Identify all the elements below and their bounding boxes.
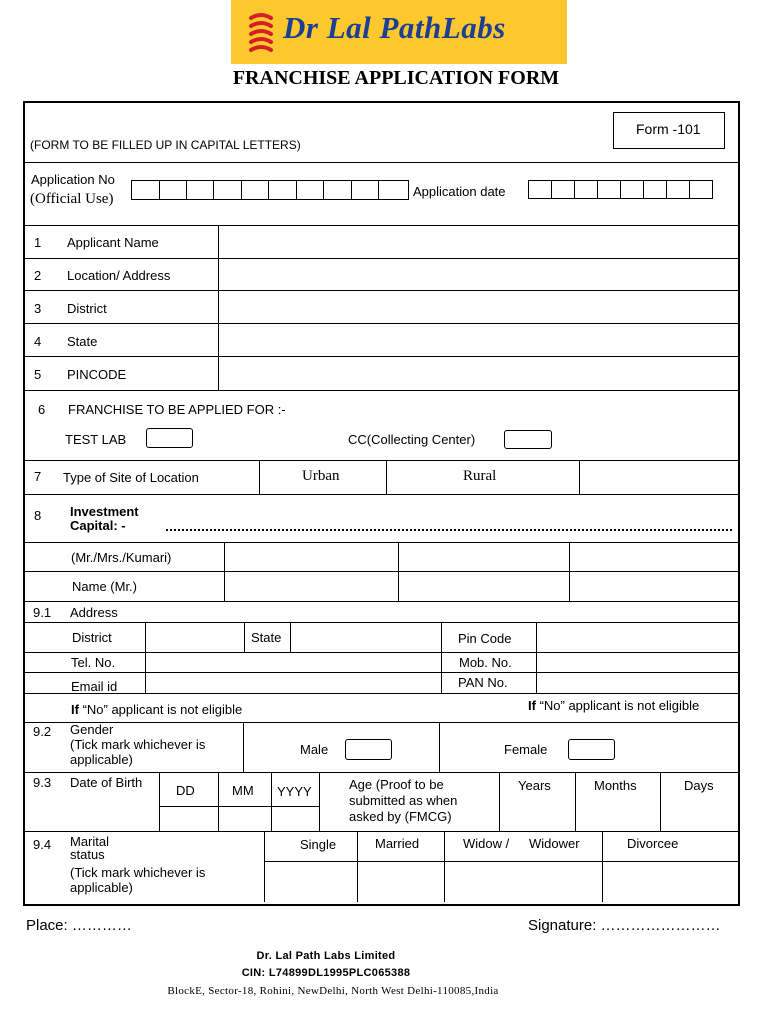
footer-company: Dr. Lal Path Labs Limited — [256, 950, 396, 962]
cc-checkbox[interactable] — [504, 430, 552, 449]
field-4-num: 4 — [34, 334, 42, 349]
field-9-4-num: 9.4 — [33, 837, 52, 852]
form-title: FRANCHISE APPLICATION FORM — [232, 67, 560, 89]
helix-logo-icon — [247, 12, 275, 54]
instruction-text: (FORM TO BE FILLED UP IN CAPITAL LETTERS) — [30, 138, 301, 152]
dob-yyyy-label: YYYY — [277, 784, 312, 799]
field-7-num: 7 — [34, 469, 42, 484]
divorcee-field[interactable] — [604, 863, 734, 900]
logo-text: Dr Lal PathLabs — [283, 10, 506, 45]
dob-label: Date of Birth — [70, 775, 143, 790]
franchise-heading: FRANCHISE TO BE APPLIED FOR :- — [68, 402, 286, 417]
marital-status-label: Marital status — [70, 834, 110, 862]
form-code: Form -101 — [636, 121, 701, 137]
tel-no-field[interactable] — [147, 654, 440, 671]
eligibility-note-left: If “No” applicant is not eligible — [71, 702, 243, 717]
pin-code-label: Pin Code — [458, 631, 512, 646]
female-label: Female — [504, 742, 548, 757]
field-2-num: 2 — [34, 268, 42, 283]
field-6-num: 6 — [38, 402, 46, 417]
name-mr-label: Name (Mr.) — [72, 579, 137, 594]
field-5-num: 5 — [34, 367, 42, 382]
official-use-label: (Official Use) — [30, 191, 114, 207]
pin-code-field[interactable] — [538, 624, 734, 651]
email-field[interactable] — [147, 674, 440, 692]
site-type-label: Type of Site of Location — [63, 470, 199, 485]
years-label: Years — [518, 778, 551, 793]
dob-yyyy-field[interactable] — [273, 808, 318, 830]
days-field[interactable] — [662, 798, 734, 830]
test-lab-label: TEST LAB — [65, 432, 127, 447]
field-9-3-num: 9.3 — [33, 775, 52, 790]
district-field[interactable] — [220, 292, 736, 322]
widow-label: Widow / — [463, 836, 510, 851]
pan-no-label: PAN No. — [458, 675, 508, 690]
address-district-field[interactable] — [147, 624, 243, 651]
male-label: Male — [300, 742, 329, 757]
divorcee-label: Divorcee — [627, 836, 679, 851]
single-field[interactable] — [266, 863, 356, 900]
mob-no-field[interactable] — [538, 654, 734, 671]
field-3-num: 3 — [34, 301, 42, 316]
state-label: State — [67, 334, 98, 349]
mr-mrs-kumari-label: (Mr./Mrs./Kumari) — [71, 550, 172, 565]
address-label: Address — [70, 605, 118, 620]
address-state-label: State — [251, 630, 282, 645]
cc-label: CC(Collecting Center) — [348, 432, 476, 447]
location-address-label: Location/ Address — [67, 268, 171, 283]
eligibility-note-right: If “No” applicant is not eligible — [528, 698, 700, 713]
state-field[interactable] — [220, 325, 736, 355]
place-field[interactable]: Place: ………… — [26, 917, 132, 934]
test-lab-checkbox[interactable] — [146, 428, 193, 448]
applicant-name-label: Applicant Name — [67, 235, 159, 250]
applicant-name-field[interactable] — [220, 227, 736, 257]
field-1-num: 1 — [34, 235, 42, 250]
marital-tick-note: (Tick mark whichever is applicable) — [70, 865, 206, 895]
years-field[interactable] — [501, 798, 574, 830]
single-label: Single — [300, 837, 337, 852]
pincode-field[interactable] — [220, 358, 736, 389]
gender-label: Gender (Tick mark whichever is applicable) — [70, 722, 206, 767]
urban-option[interactable]: Urban — [302, 468, 340, 484]
email-label: Email id — [71, 679, 118, 694]
address-district-label: District — [72, 630, 112, 645]
pan-no-field[interactable] — [538, 674, 734, 692]
location-address-field[interactable] — [220, 260, 736, 289]
investment-capital-field[interactable] — [166, 529, 732, 531]
dob-dd-field[interactable] — [161, 808, 217, 830]
logo-banner — [231, 0, 567, 64]
mr-mrs-field[interactable] — [226, 545, 734, 569]
district-label: District — [67, 301, 107, 316]
address-state-field[interactable] — [292, 624, 440, 651]
male-checkbox[interactable] — [345, 739, 392, 760]
field-9-2-num: 9.2 — [33, 724, 52, 739]
signature-field[interactable]: Signature: …………………… — [528, 917, 721, 934]
female-checkbox[interactable] — [568, 739, 615, 760]
footer-cin: CIN: L74899DL1995PLC065388 — [241, 967, 411, 979]
married-label: Married — [375, 836, 420, 851]
field-8-num: 8 — [34, 508, 42, 523]
days-label: Days — [684, 778, 714, 793]
pincode-label: PINCODE — [67, 367, 127, 382]
dob-mm-label: MM — [232, 783, 254, 798]
months-label: Months — [594, 778, 637, 793]
tel-no-label: Tel. No. — [71, 655, 116, 670]
married-field[interactable] — [359, 863, 443, 900]
dob-mm-field[interactable] — [220, 808, 270, 830]
application-no-boxes[interactable] — [131, 180, 409, 200]
age-proof-label: Age (Proof to be submitted as when asked by (FMCG) — [349, 777, 458, 824]
widower-label: Widower — [529, 836, 580, 851]
months-field[interactable] — [577, 798, 659, 830]
footer-address: BlockE, Sector-18, Rohini, NewDelhi, North West Delhi-110085,India — [167, 985, 499, 997]
widow-widower-field[interactable] — [446, 863, 601, 900]
name-mr-field[interactable] — [226, 573, 734, 599]
dob-dd-label: DD — [176, 783, 195, 798]
application-no-label: Application No — [31, 172, 115, 187]
investment-label: Investment Capital: - — [70, 504, 139, 533]
mob-no-label: Mob. No. — [459, 655, 512, 670]
rural-option[interactable]: Rural — [463, 468, 497, 484]
field-9-1-num: 9.1 — [33, 605, 52, 620]
application-date-label: Application date — [413, 184, 506, 199]
